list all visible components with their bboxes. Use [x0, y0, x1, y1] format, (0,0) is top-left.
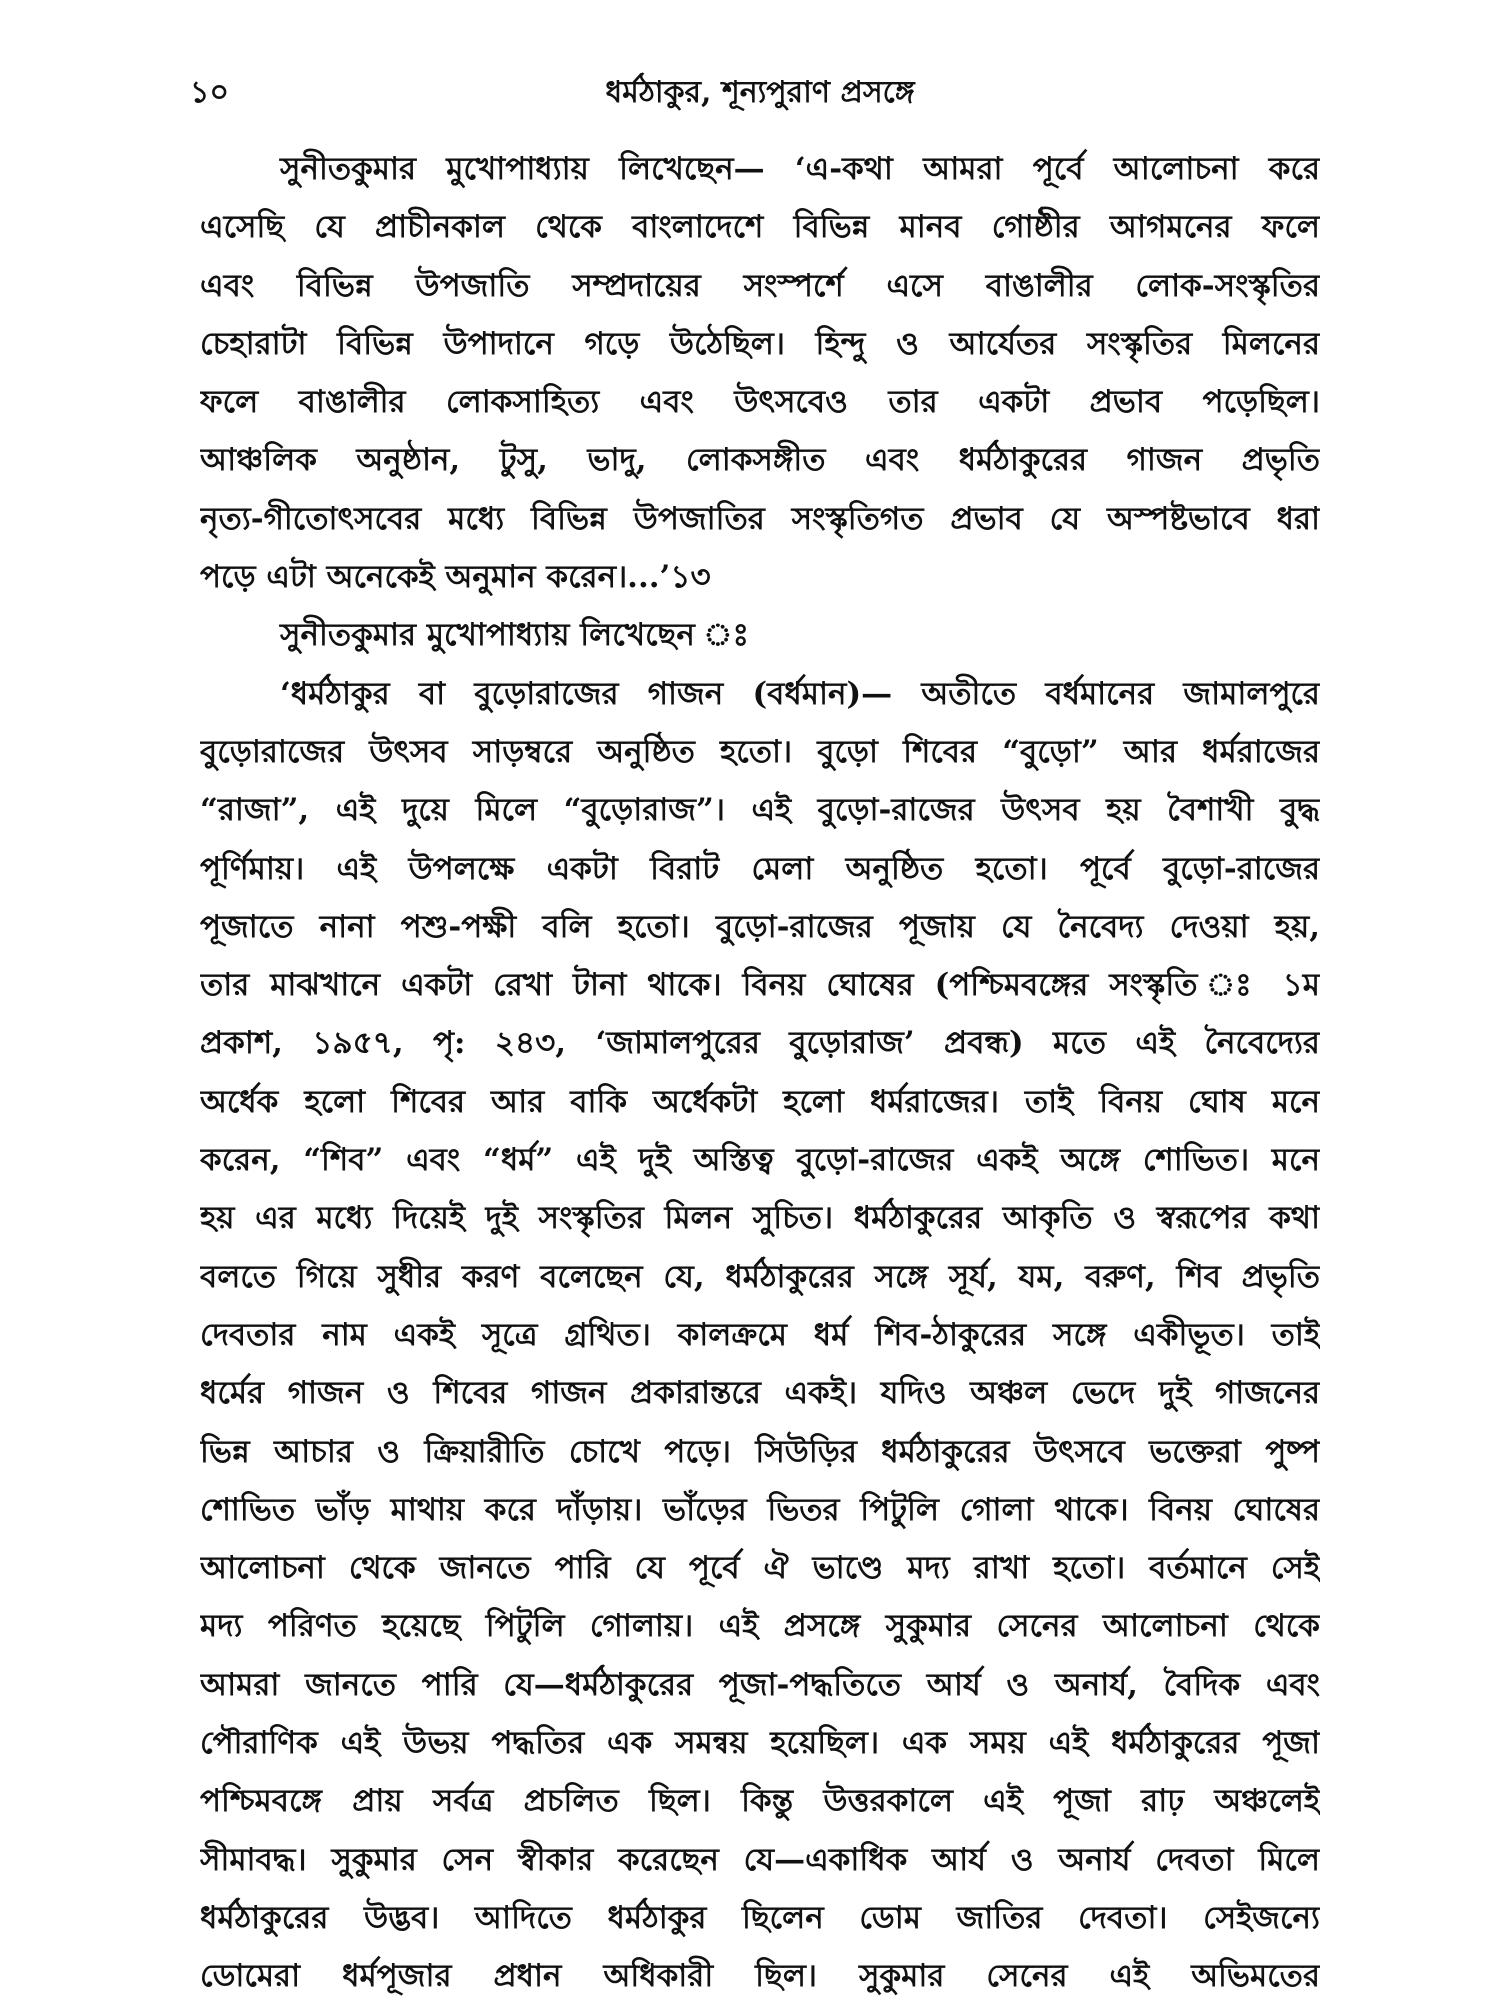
text-line: এসেছি যে প্রাচীনকাল থেকে বাংলাদেশে বিভিন্ন মানব গোষ্ঠীর আগমনের ফলে: [200, 209, 1320, 246]
text-line: হয় এর মধ্যে দিয়েই দুই সংস্কৃতির মিলন সুচিত। ধর্মঠাকুরের আকৃতি ও স্বরূপের কথা: [200, 1200, 1320, 1237]
text-line: ‘ধর্মঠাকুর বা বুড়োরাজের গাজন (বর্ধমান)— অতীতে বর্ধমানের জামালপুরে: [280, 675, 1320, 712]
text-line: তার মাঝখানে একটা রেখা টানা থাকে। বিনয় ঘোষের (পশ্চিমবঙ্গের সংস্কৃতি ঃ ১ম: [200, 967, 1320, 1004]
text-line: ডোমেরা ধর্মপূজার প্রধান অধিকারী ছিল। সুকুমার সেনের এই অভিমতের: [200, 1958, 1320, 1995]
page-number: ১০: [190, 75, 229, 110]
text-line: বলতে গিয়ে সুধীর করণ বলেছেন যে, ধর্মঠাকুরের সঙ্গে সূর্য, যম, বরুণ, শিব প্রভৃতি: [200, 1258, 1320, 1295]
running-title: ধর্মঠাকুর, শূন্যপুরাণ প্রসঙ্গে: [605, 75, 915, 110]
page-header: [190, 62, 1330, 122]
text-line: পশ্চিমবঙ্গে প্রায় সর্বত্র প্রচলিত ছিল। কিন্তু উত্তরকালে এই পূজা রাঢ় অঞ্চলেই: [200, 1783, 1320, 1820]
text-line: করেন, “শিব” এবং “ধর্ম” এই দুই অস্তিত্ব বুড়ো-রাজের একই অঙ্গে শোভিত। মনে: [200, 1142, 1320, 1179]
text-line: নৃত্য-গীতোৎসবের মধ্যে বিভিন্ন উপজাতির সংস্কৃতিগত প্রভাব যে অস্পষ্টভাবে ধরা: [200, 500, 1320, 537]
text-line: পূর্ণিমায়। এই উপলক্ষে একটা বিরাট মেলা অনুষ্ঠিত হতো। পূর্বে বুড়ো-রাজের: [200, 850, 1320, 887]
text-line: পড়ে এটা অনেকেই অনুমান করেন।...’১৩: [200, 559, 711, 596]
text-line: সুনীতকুমার মুখোপাধ্যায় লিখেছেন ঃ: [280, 617, 749, 654]
text-line: এবং বিভিন্ন উপজাতি সম্প্রদায়ের সংস্পর্শে এসে বাঙালীর লোক-সংস্কৃতির: [200, 267, 1320, 304]
text-line: দেবতার নাম একই সূত্রে গ্রথিত। কালক্রমে ধর্ম শিব-ঠাকুরের সঙ্গে একীভূত। তাই: [200, 1316, 1320, 1353]
text-line: পূজাতে নানা পশু-পক্ষী বলি হতো। বুড়ো-রাজের পূজায় যে নৈবেদ্য দেওয়া হয়,: [200, 908, 1320, 945]
text-line: ধর্মের গাজন ও শিবের গাজন প্রকারান্তরে একই। যদিও অঞ্চল ভেদে দুই গাজনের: [200, 1375, 1320, 1412]
text-line: আলোচনা থেকে জানতে পারি যে পূর্বে ঐ ভাণ্ডে মদ্য রাখা হতো। বর্তমানে সেই: [200, 1550, 1320, 1587]
text-line: শোভিত ভাঁড় মাথায় করে দাঁড়ায়। ভাঁড়ের ভিতর পিটুলি গোলা থাকে। বিনয় ঘোষের: [200, 1491, 1320, 1528]
text-line: প্রকাশ, ১৯৫৭, পৃ: ২৪৩, ‘জামালপুরের বুড়োরাজ’ প্রবন্ধ) মতে এই নৈবেদ্যের: [200, 1025, 1320, 1062]
text-line: অর্ধেক হলো শিবের আর বাকি অর্ধেকটা হলো ধর্মরাজের। তাই বিনয় ঘোষ মনে: [200, 1083, 1320, 1120]
text-line: চেহারাটা বিভিন্ন উপাদানে গড়ে উঠেছিল। হিন্দু ও আর্যেতর সংস্কৃতির মিলনের: [200, 325, 1320, 362]
text-line: পৌরাণিক এই উভয় পদ্ধতির এক সমন্বয় হয়েছিল। এক সময় এই ধর্মঠাকুরের পূজা: [200, 1725, 1320, 1762]
text-line: ফলে বাঙালীর লোকসাহিত্য এবং উৎসবেও তার একটা প্রভাব পড়েছিল।: [200, 384, 1320, 421]
text-line: “রাজা”, এই দুয়ে মিলে “বুড়োরাজ”। এই বুড়ো-রাজের উৎসব হয় বৈশাখী বুদ্ধ: [200, 792, 1320, 829]
body-text: [200, 140, 1320, 2006]
text-line: সীমাবদ্ধ। সুকুমার সেন স্বীকার করেছেন যে—একাধিক আর্য ও অনার্য দেবতা মিলে: [200, 1841, 1320, 1878]
text-line: সুনীতকুমার মুখোপাধ্যায় লিখেছেন— ‘এ-কথা আমরা পূর্বে আলোচনা করে: [280, 151, 1320, 187]
text-line: ধর্মঠাকুরের উদ্ভব। আদিতে ধর্মঠাকুর ছিলেন ডোম জাতির দেবতা। সেইজন্যে: [200, 1899, 1320, 1936]
text-line: আমরা জানতে পারি যে—ধর্মঠাকুরের পূজা-পদ্ধতিতে আর্য ও অনার্য, বৈদিক এবং: [200, 1666, 1320, 1703]
text-line: মদ্য পরিণত হয়েছে পিটুলি গোলায়। এই প্রসঙ্গে সুকুমার সেনের আলোচনা থেকে: [200, 1608, 1320, 1645]
text-line: আঞ্চলিক অনুষ্ঠান, টুসু, ভাদু, লোকসঙ্গীত এবং ধর্মঠাকুরের গাজন প্রভৃতি: [200, 442, 1320, 479]
text-line: বুড়োরাজের উৎসব সাড়ম্বরে অনুষ্ঠিত হতো। বুড়ো শিবের “বুড়ো” আর ধর্মরাজের: [200, 733, 1320, 770]
text-line: ভিন্ন আচার ও ক্রিয়ারীতি চোখে পড়ে। সিউড়ির ধর্মঠাকুরের উৎসবে ভক্তেরা পুষ্প: [200, 1433, 1320, 1470]
